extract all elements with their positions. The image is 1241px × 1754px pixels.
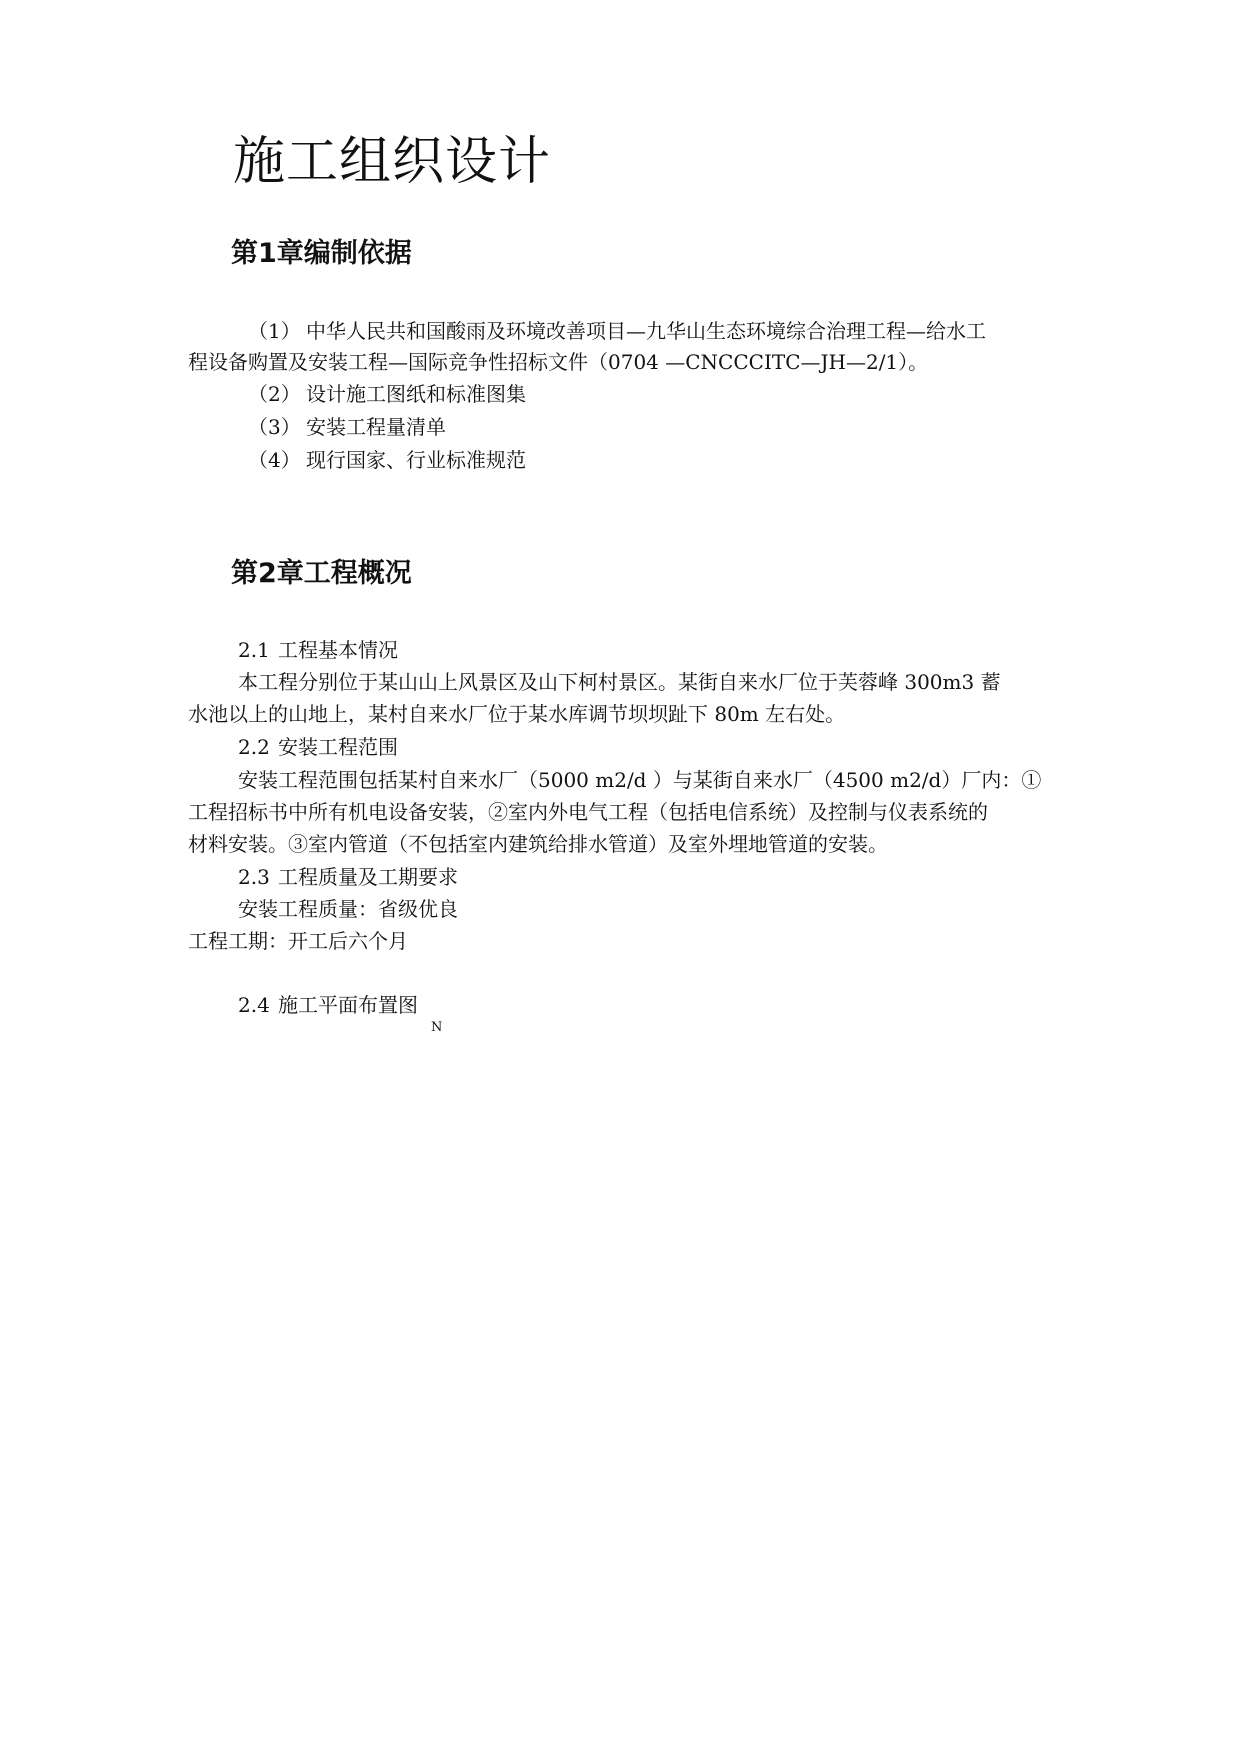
section-2-1-paragraph-line-1: 本工程分别位于某山山上风景区及山下柯村景区。某街自来水厂位于芙蓉峰 300m3 蓄 — [238, 670, 1001, 694]
construction-period: 工程工期：开工后六个月 — [188, 929, 408, 953]
basis-item-4-number: （4） — [248, 448, 301, 472]
section-2-2-title: 安装工程范围 — [278, 735, 398, 759]
north-indicator: N — [431, 1020, 443, 1035]
basis-item-4 — [248, 445, 526, 475]
section-2-4-title: 施工平面布置图 — [278, 993, 418, 1017]
section-2-3-title: 工程质量及工期要求 — [278, 865, 458, 889]
basis-item-3-text: 安装工程量清单 — [306, 415, 446, 439]
section-2-2-paragraph-line-2: 工程招标书中所有机电设备安装，②室内外电气工程（包括电信系统）及控制与仪表系统的 — [188, 800, 988, 824]
quality-requirement: 安装工程质量：省级优良 — [238, 897, 458, 921]
section-2-2-paragraph-line-3: 材料安装。③室内管道（不包括室内建筑给排水管道）及室外埋地管道的安装。 — [188, 832, 888, 856]
section-2-1-paragraph-line-2: 水池以上的山地上，某村自来水厂位于某水库调节坝坝趾下 80m 左右处。 — [188, 702, 846, 726]
section-2-2-heading — [238, 732, 398, 762]
chapter2-heading: 第2章工程概况 — [231, 558, 412, 589]
basis-item-2-text: 设计施工图纸和标准图集 — [306, 382, 526, 406]
basis-item-1-number: （1） — [248, 319, 301, 343]
section-2-2-paragraph-line-1: 安装工程范围包括某村自来水厂（5000 m2/d ）与某街自来水厂（4500 m2/d）厂内：① — [238, 768, 1042, 792]
section-2-4-number: 2.4 — [238, 993, 270, 1017]
basis-item-3-number: （3） — [248, 415, 301, 439]
section-2-3-heading — [238, 862, 458, 892]
basis-item-1-text: 中华人民共和国酸雨及环境改善项目—九华山生态环境综合治理工程—给水工 — [306, 319, 986, 343]
section-2-4-heading — [238, 990, 418, 1020]
section-2-3-number: 2.3 — [238, 865, 270, 889]
basis-item-2-number: （2） — [248, 382, 301, 406]
document-title: 施工组织设计 — [233, 132, 552, 192]
section-2-1-heading — [238, 635, 398, 665]
basis-item-4-text: 现行国家、行业标准规范 — [306, 448, 526, 472]
basis-item-1 — [248, 316, 986, 346]
chapter1-heading: 第1章编制依据 — [231, 238, 412, 269]
section-2-1-title: 工程基本情况 — [278, 638, 398, 662]
section-2-2-number: 2.2 — [238, 735, 270, 759]
section-2-1-number: 2.1 — [238, 638, 270, 662]
basis-item-2 — [248, 379, 526, 409]
basis-item-1-continuation: 程设备购置及安装工程—国际竞争性招标文件（0704 —CNCCCITC—JH—2/1）。 — [188, 350, 929, 374]
basis-item-3 — [248, 412, 446, 442]
